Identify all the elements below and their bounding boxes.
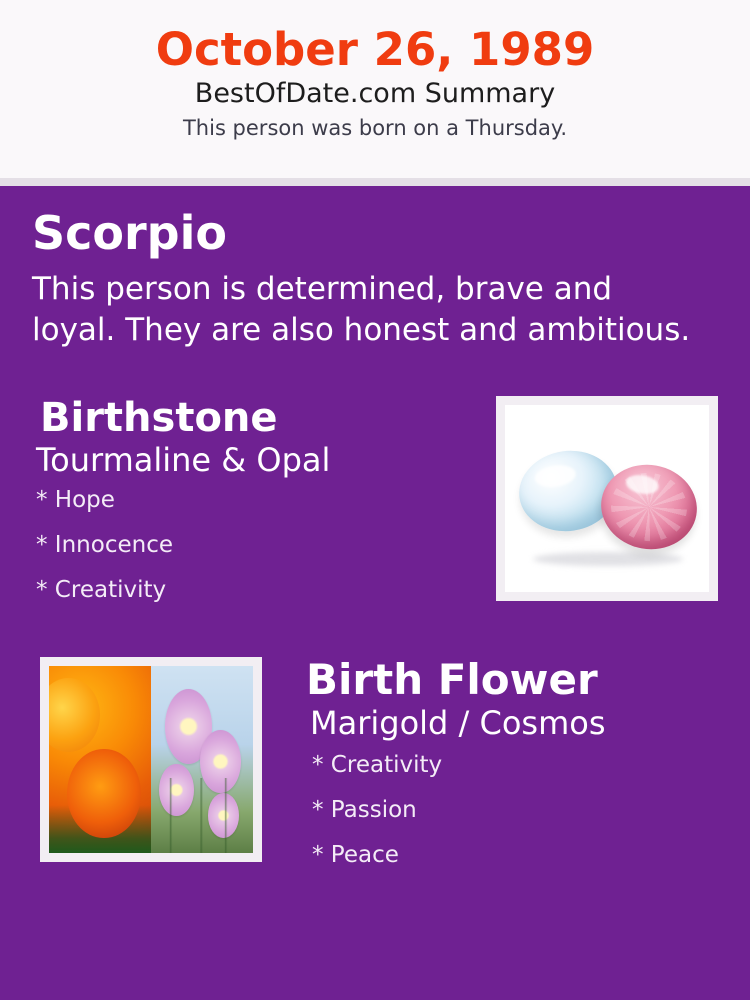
page-header (0, 0, 750, 178)
birthstone-text (32, 396, 462, 602)
zodiac-sign-title: Scorpio (32, 206, 227, 260)
list-item: * Creativity (36, 577, 167, 604)
birth-flower-title: Birth Flower (306, 655, 598, 705)
zodiac-section (32, 208, 718, 352)
cosmos-photo-half (151, 666, 253, 853)
birth-flower-section (32, 657, 718, 897)
gem-shadow (533, 552, 683, 566)
details-panel (0, 186, 750, 1000)
header-divider (0, 178, 750, 186)
birth-flower-text (282, 657, 718, 867)
birthstone-name: Tourmaline & Opal (36, 441, 331, 480)
foliage (49, 805, 151, 854)
birth-flower-traits-list (282, 754, 718, 867)
page-title: October 26, 1989 (155, 23, 595, 76)
birthstone-image-frame (496, 396, 718, 601)
stems (151, 778, 253, 853)
birthstone-traits-list (32, 489, 462, 602)
birth-flower-name: Marigold / Cosmos (310, 704, 606, 743)
weekday-note: This person was born on a Thursday. (182, 115, 568, 140)
list-item: * Passion (312, 797, 417, 824)
list-item: * Peace (312, 842, 399, 869)
list-item: * Hope (36, 487, 115, 514)
list-item: * Creativity (312, 752, 443, 779)
birthstone-gems-photo (505, 405, 709, 592)
birthstone-section (32, 396, 718, 621)
list-item: * Innocence (36, 532, 173, 559)
zodiac-description: This person is determined, brave and loyal. They are also honest and ambitious. (32, 270, 691, 349)
birthstone-title: Birthstone (40, 395, 278, 442)
site-summary-label: BestOfDate.com Summary (194, 78, 556, 110)
birth-flower-photo (49, 666, 253, 853)
birth-flower-image-frame (40, 657, 262, 862)
marigold-photo-half (49, 666, 151, 853)
